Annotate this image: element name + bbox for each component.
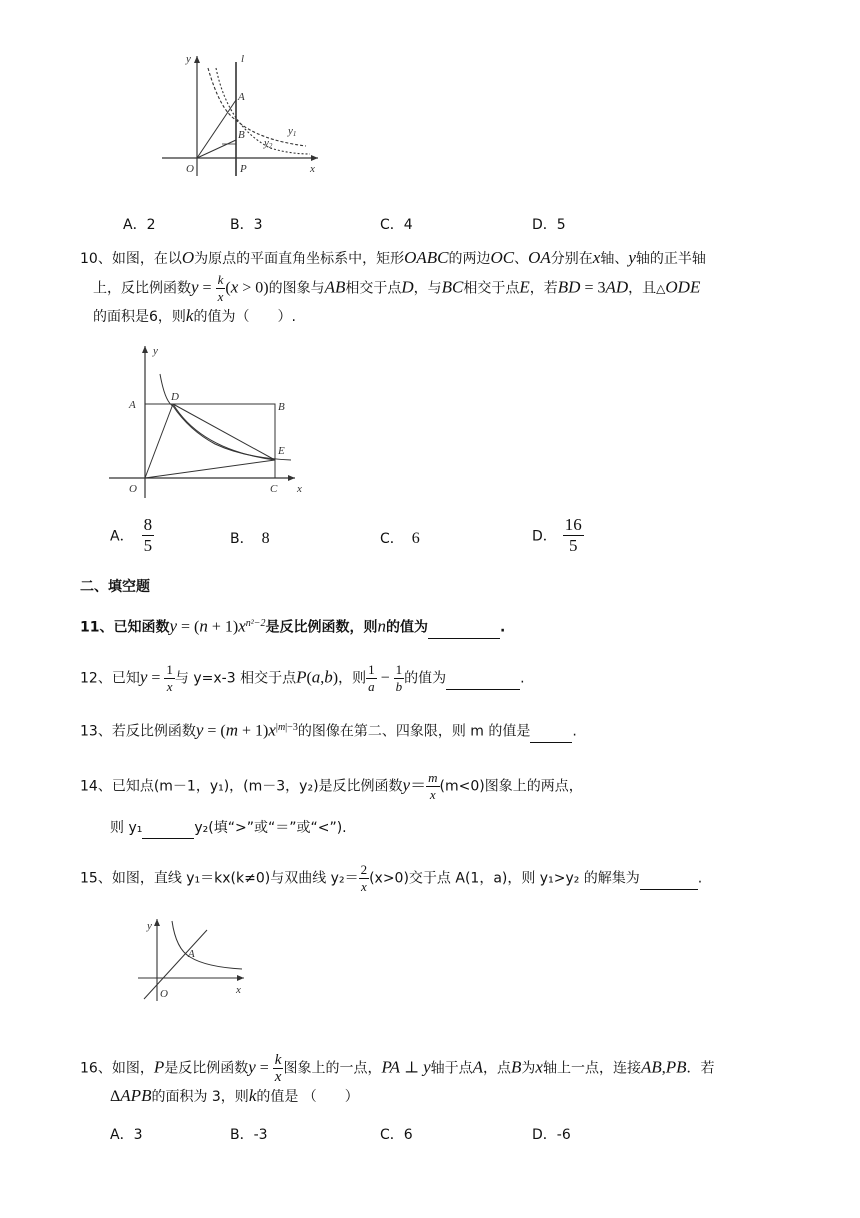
- fig10-label-y: y: [153, 345, 158, 357]
- fig10-label-E: E: [278, 445, 285, 457]
- q13: 13、若反比例函数$y = (m + 1)x^{|m|-3}$的图像在第二、四象限，则 m 的值是 .: [80, 718, 577, 743]
- q15: 15、如图，直线 y₁＝kx(k≠0)与双曲线 y₂＝ $\frac{2}{x}$ (x>0)交于点 A(1，a)，则 y₁>y₂ 的解集为 .: [80, 862, 703, 894]
- q12: 12、已知y = $\frac{1}{x}$ 与 y=x-3 相交于点P(a,b)，则 $\frac{1}{a}$ − $\frac{1}{b}$ 的值为 .: [80, 662, 525, 694]
- q10-line-3: 的面积是6，则k的值为（ ）.: [93, 306, 296, 325]
- q16-option-a[interactable]: A．3: [110, 1127, 143, 1143]
- fig15-label-A: A: [188, 948, 195, 960]
- q13-answer-blank[interactable]: [530, 722, 572, 743]
- q10-option-a[interactable]: A． $\frac{8}{5}$: [110, 515, 153, 555]
- fig10-label-C: C: [270, 483, 278, 495]
- q10-option-c[interactable]: C． 6: [380, 530, 420, 547]
- fig9-label-O: O: [186, 163, 194, 175]
- fig9-label-y1: y1: [288, 125, 297, 138]
- q16-option-c[interactable]: C．6: [380, 1127, 413, 1143]
- q12-answer-blank[interactable]: [446, 669, 520, 690]
- q9-option-c[interactable]: C．4: [380, 217, 413, 233]
- fig10-label-A: A: [129, 399, 136, 411]
- q10-figure: [105, 340, 315, 502]
- q10-option-b[interactable]: B． 8: [230, 530, 270, 547]
- q14-line-2: 则 y₁ y₂(填“>”或“＝”或“<”).: [110, 818, 347, 839]
- fig9-label-x: x: [310, 163, 315, 175]
- fig10-label-B: B: [278, 401, 285, 413]
- fig10-label-D: D: [171, 391, 179, 403]
- fig9-label-P: P: [240, 163, 247, 175]
- fig15-label-y: y: [147, 920, 152, 932]
- q9-option-b[interactable]: B．3: [230, 217, 263, 233]
- section-fill-in-title: 二、填空题: [80, 579, 150, 595]
- q16-option-d[interactable]: D．-6: [532, 1127, 571, 1143]
- fig15-label-x: x: [236, 984, 241, 996]
- q9-option-a[interactable]: A．2: [123, 217, 156, 233]
- q15-answer-blank[interactable]: [640, 869, 698, 890]
- q9-figure: [150, 48, 330, 180]
- fig9-label-B: B: [238, 129, 245, 141]
- q10-line-2: 上，反比例函数y = $\frac{k}{x}$ (x > 0)的图象与AB相交于点D，与BC相交于点E，若BD = 3AD，且△ODE: [93, 272, 701, 304]
- q10-option-d[interactable]: D． $\frac{16}{5}$: [532, 515, 582, 555]
- q16-line-1: 16、如图，P是反比例函数y = $\frac{k}{x}$ 图象上的一点，PA ⊥ y轴于点A，点B为x轴上一点，连接AB,PB．若: [80, 1052, 715, 1085]
- q11: 11、已知函数$y = (n + 1)x^{n^2-2}$是反比例函数，则n的值为 .: [80, 614, 505, 639]
- fig9-label-y: y: [186, 53, 191, 65]
- q10-line-1: 10、如图，在以O为原点的平面直角坐标系中，矩形OABC的两边OC、OA分别在x轴、y轴的正半轴: [80, 248, 706, 267]
- q14-line-1: 14、已知点(m－1，y₁)，(m－3，y₂)是反比例函数y＝ $\frac{m}{x}$ (m<0)图象上的两点，: [80, 770, 583, 802]
- q16-line-2: ΔAPB的面积为 3，则k的值是 （ ）: [110, 1086, 359, 1105]
- fig15-label-O: O: [160, 988, 168, 1000]
- fig10-label-x: x: [297, 483, 302, 495]
- q16-option-b[interactable]: B．-3: [230, 1127, 268, 1143]
- fig9-label-A: A: [238, 91, 245, 103]
- fig9-label-l: l: [241, 53, 245, 65]
- fig10-label-O: O: [129, 483, 137, 495]
- q15-figure: [132, 915, 252, 1005]
- q11-answer-blank[interactable]: [428, 618, 500, 639]
- q14-answer-blank[interactable]: [142, 818, 194, 839]
- fig9-label-y2: y2: [264, 137, 273, 150]
- q9-option-d[interactable]: D．5: [532, 217, 566, 233]
